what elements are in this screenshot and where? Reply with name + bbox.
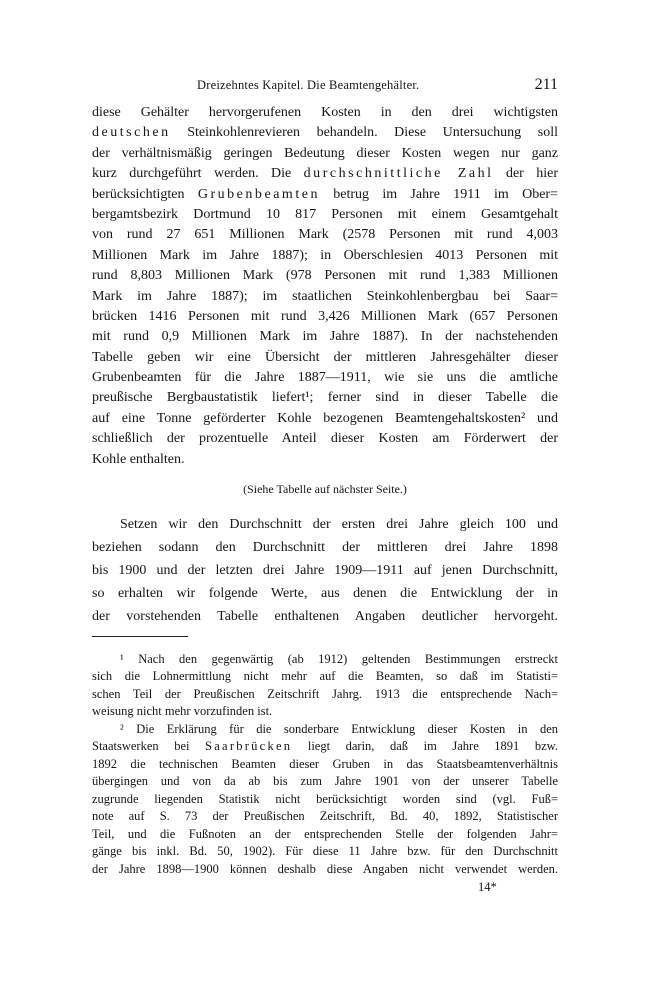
text-segment: brücken 1416 Personen mit rund 3,426 Millionen Mark (657 Personen xyxy=(92,308,558,324)
text-line xyxy=(92,536,558,559)
text-segment: Tabelle geben wir eine Übersicht der mittleren Jahresgehälter dieser xyxy=(92,349,558,365)
spaced-emphasis-text: Grubenbeamten xyxy=(197,186,320,202)
text-line xyxy=(92,287,558,307)
text-segment: sich die Lohnermittlung nicht mehr auf die Beamten, so daß im Statisti= xyxy=(92,669,558,683)
text-segment: ² Die Erklärung für die sonderbare Entwicklung dieser Kosten in den xyxy=(120,721,558,736)
text-line xyxy=(92,651,558,669)
text-segment: weisung nicht mehr vorzufinden ist. xyxy=(92,704,273,718)
table-reference-note: (Siehe Tabelle auf nächster Seite.) xyxy=(243,482,407,496)
text-segment: liegt darin, daß im Jahre 1891 bzw. xyxy=(292,739,558,753)
text-line xyxy=(92,668,558,686)
text-segment: kurz durchgeführt werden. Die xyxy=(92,166,304,182)
text-segment: der Jahre 1898—1900 können deshalb diese Angaben nicht verwendet werden. xyxy=(92,861,558,876)
text-segment: der verhältnismäßig geringen Bedeutung dieser Kosten wegen nur ganz xyxy=(92,145,558,161)
text-line xyxy=(92,721,558,739)
text-segment: auf eine Tonne geförderter Kohle bezogenen Beamtengehaltskosten² und xyxy=(92,410,558,426)
text-segment: zugrunde liegenden Statistik nicht berücksichtigt worden sind (vgl. Fuß= xyxy=(92,791,558,806)
text-line xyxy=(92,826,558,844)
text-line xyxy=(92,348,558,368)
text-line xyxy=(92,246,558,266)
text-line xyxy=(92,307,558,327)
text-segment: beziehen sodann den Durchschnitt der mittleren drei Jahre 1898 xyxy=(92,539,558,555)
text-line xyxy=(92,791,558,809)
text-segment: schen Teil der Preußischen Zeitschrift Jahrg. 1913 die entsprechende Nach= xyxy=(92,686,558,701)
running-title: Dreizehntes Kapitel. Die Beamtengehälter. xyxy=(197,78,420,92)
text-segment: so erhalten wir folgende Werte, aus denen die Entwicklung der in xyxy=(92,585,558,601)
text-segment: Grubenbeamten für die Jahre 1887—1911, wie sie uns die amtliche xyxy=(92,370,558,386)
text-segment: note auf S. 73 der Preußischen Zeitschrift, Bd. 40, 1892, Statistischer xyxy=(92,809,558,823)
text-line xyxy=(92,703,558,721)
page-number: 211 xyxy=(534,76,558,93)
text-segment: Steinkohlenrevieren behandeln. Diese Untersuchung soll xyxy=(170,125,558,141)
text-line xyxy=(92,429,558,449)
text-segment: mit rund 0,9 Millionen Mark im Jahre 1887). In der nachstehenden xyxy=(92,329,558,345)
text-segment: Setzen wir den Durchschnitt der ersten drei Jahre gleich 100 und xyxy=(120,516,558,532)
text-line xyxy=(92,773,558,791)
text-line xyxy=(92,123,558,143)
text-line xyxy=(92,738,558,756)
text-segment: berücksichtigten xyxy=(92,186,198,202)
text-line xyxy=(92,144,558,164)
text-segment: Staatswerken bei xyxy=(92,739,206,753)
text-line xyxy=(92,103,558,123)
text-line xyxy=(92,327,558,347)
text-segment: diese Gehälter hervorgerufenen Kosten in den drei wichtigsten xyxy=(92,105,558,120)
printer-signature-mark: 14* xyxy=(478,880,497,894)
text-line xyxy=(92,756,558,774)
spaced-emphasis-text: Saarbrücken xyxy=(205,739,293,753)
text-segment: Mark im Jahre 1887); im staatlichen Steinkohlenbergbau bei Saar= xyxy=(92,288,558,304)
spaced-emphasis-text: durchschnittliche Zahl xyxy=(303,166,494,182)
text-segment: 1892 die technischen Beamten dieser Gruben in das Staatsbeamtenverhältnis xyxy=(92,756,558,771)
text-line xyxy=(92,388,558,408)
text-segment: rund 8,803 Millionen Mark (978 Personen mit rund 1,383 Millionen xyxy=(92,268,558,284)
text-segment: Teil, und die Fußnoten an der entsprechenden Stelle der folgenden Jahr= xyxy=(92,826,558,841)
text-line xyxy=(92,686,558,704)
text-line xyxy=(92,368,558,388)
text-segment: Kohle enthalten. xyxy=(92,451,185,467)
text-segment: schließlich der prozentuelle Anteil dieser Kosten am Förderwert der xyxy=(92,431,558,447)
body-paragraph xyxy=(92,103,558,470)
text-segment: der vorstehenden Tabelle enthaltenen Angaben deutlicher hervorgeht. xyxy=(92,608,558,624)
footnote-divider xyxy=(92,636,188,637)
text-line xyxy=(92,266,558,286)
text-segment: ¹ Nach den gegenwärtig (ab 1912) geltenden Bestimmungen erstreckt xyxy=(120,651,558,666)
text-line xyxy=(92,861,558,879)
text-segment: der hier xyxy=(493,166,558,182)
text-line xyxy=(92,808,558,826)
text-line xyxy=(92,513,558,536)
text-line xyxy=(92,225,558,245)
text-segment: Millionen Mark im Jahre 1887); in Oberschlesien 4013 Personen mit xyxy=(92,247,558,263)
spaced-emphasis-text: deutschen xyxy=(92,125,171,141)
text-line xyxy=(92,450,558,470)
text-segment: preußische Bergbaustatistik liefert¹; ferner sind in dieser Tabelle die xyxy=(92,390,558,406)
text-line xyxy=(92,205,558,225)
text-line xyxy=(92,843,558,861)
body-paragraph xyxy=(92,513,558,628)
text-segment: von rund 27 651 Millionen Mark (2578 Personen mit rund 4,003 xyxy=(92,227,558,243)
text-line xyxy=(92,582,558,605)
footnote xyxy=(92,651,558,721)
text-line xyxy=(92,409,558,429)
text-line xyxy=(92,605,558,628)
text-segment: übergingen und von da ab bis zum Jahre 1901 von der unserer Tabelle xyxy=(92,774,558,788)
text-line xyxy=(92,164,558,184)
text-segment: gänge bis inkl. Bd. 50, 1902). Für diese 11 Jahre bzw. für den Durchschnitt xyxy=(92,844,558,858)
text-line xyxy=(92,185,558,205)
text-segment: betrug im Jahre 1911 im Ober= xyxy=(320,186,558,202)
text-segment: bis 1900 und der letzten drei Jahre 1909—1911 auf jenen Durchschnitt, xyxy=(92,562,558,578)
footnote xyxy=(92,721,558,879)
text-line xyxy=(92,559,558,582)
text-segment: bergamtsbezirk Dortmund 10 817 Personen mit einem Gesamtgehalt xyxy=(92,206,558,222)
